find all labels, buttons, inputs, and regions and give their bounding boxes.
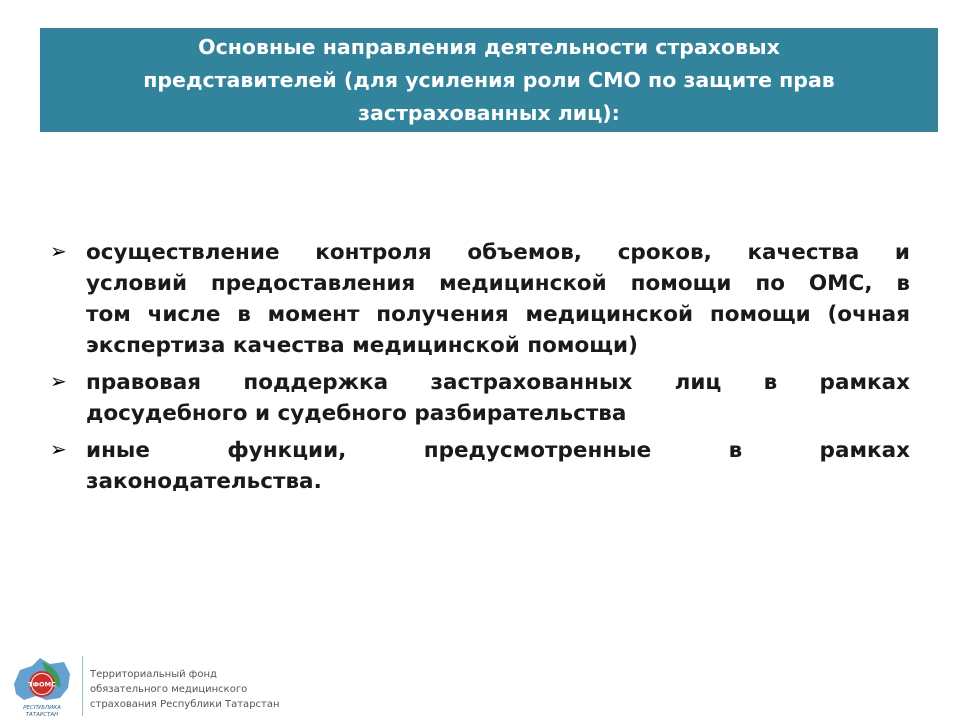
footer <box>0 650 320 720</box>
bullet-text <box>86 237 910 361</box>
arrow-bullet-icon: ➢ <box>50 371 67 393</box>
slide-header <box>40 28 938 132</box>
bullet-line: осуществление контроля объемов, сроков, качества и <box>86 240 910 265</box>
arrow-bullet-icon: ➢ <box>50 241 67 263</box>
logo-caption-line-1: РЕСПУБЛИКА <box>23 705 61 711</box>
slide-title-line-3: застрахованных лиц): <box>358 100 620 125</box>
bullet-line: экспертиза качества медицинской помощи) <box>86 333 638 358</box>
bullet-list <box>50 237 910 503</box>
bullet-line: правовая поддержка застрахованных лиц в рамках <box>86 370 910 395</box>
arrow-bullet-icon: ➢ <box>50 439 67 461</box>
footer-org-name <box>90 667 280 712</box>
slide-title-line-2: представителей (для усиления роли СМО по защите прав <box>143 67 835 92</box>
bullet-line: иные функции, предусмотренные в рамках <box>86 438 910 463</box>
footer-org-line-3: страхования Республики Татарстан <box>90 699 280 710</box>
slide-title-line-1: Основные направления деятельности страховых <box>198 34 780 59</box>
bullet-item-other-functions <box>50 435 910 497</box>
footer-divider <box>82 656 83 716</box>
footer-org-line-2: обязательного медицинского <box>90 684 248 695</box>
bullet-line: условий предоставления медицинской помощи по ОМС, в <box>86 271 910 296</box>
bullet-line: законодательства. <box>86 469 322 494</box>
bullet-text <box>86 367 910 429</box>
bullet-line: том числе в момент получения медицинской помощи (очная <box>86 302 910 327</box>
logo-caption-line-2: ТАТАРСТАН <box>25 712 59 718</box>
bullet-text <box>86 435 910 497</box>
bullet-item-control <box>50 237 910 361</box>
bullet-item-legal-support <box>50 367 910 429</box>
logo-badge-text: ТФОМС <box>28 680 56 689</box>
bullet-line: досудебного и судебного разбирательства <box>86 401 627 426</box>
tfoms-logo <box>6 654 78 718</box>
footer-org-line-1: Территориальный фонд <box>90 669 217 680</box>
